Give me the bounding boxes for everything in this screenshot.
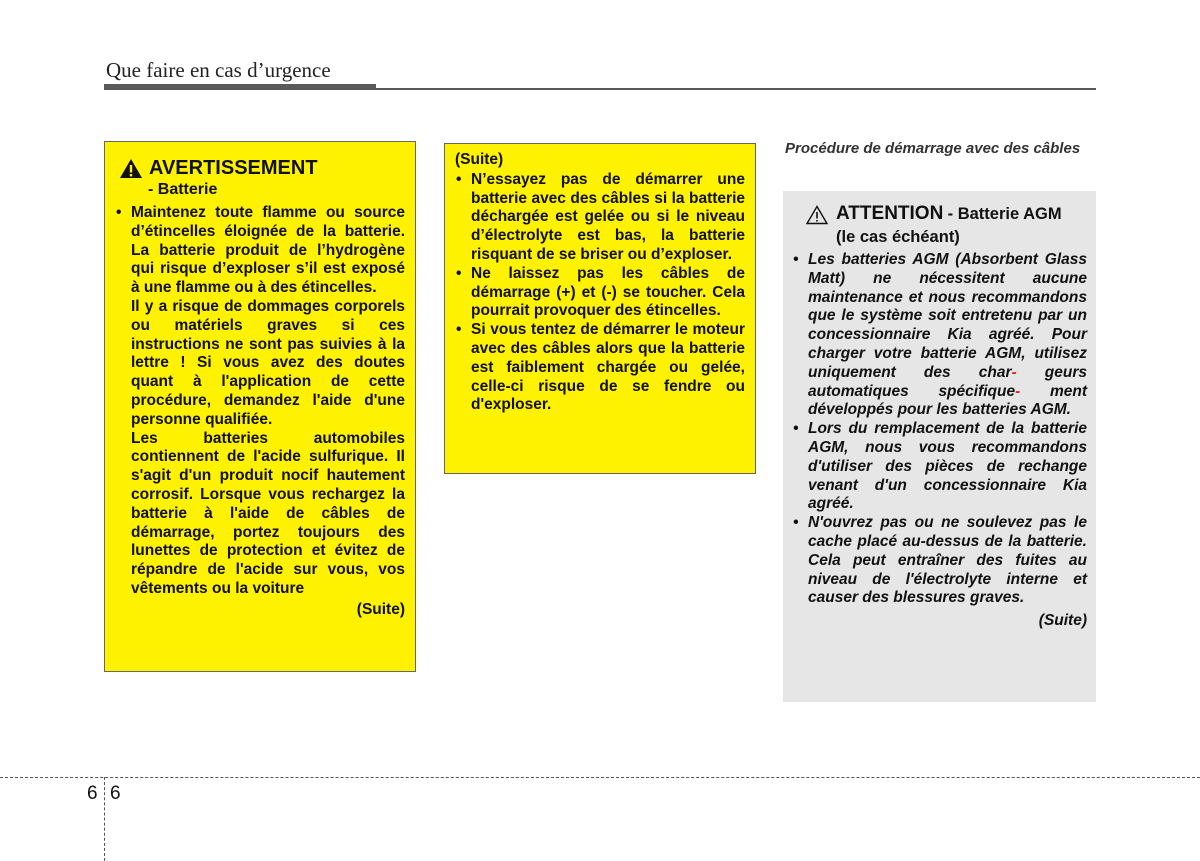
hyphen-mark: - [1015,382,1021,400]
attention-list [792,251,1087,608]
warning-triangle-icon [119,158,143,179]
warning-bullet: • Maintenez toute flamme ou source d’étincelles éloignée de la batterie. La batterie produit de l’hydrogène qui risque d’exploser s’il est exposé à une flamme ou à des étincelles. [115,204,405,298]
attention-bullet-text: ment développés pour les batteries AGM. [808,382,1088,419]
attention-box [783,191,1096,702]
warning-box [104,141,416,672]
page-header-title: Que faire en cas d’urgence [106,58,331,82]
warning-suite: (Suite) [356,600,405,618]
page-number: 6 [110,783,121,804]
caution-triangle-icon [806,205,828,225]
attention-bullet-text: geurs automatiques spécifique [808,363,1087,400]
attention-bullet: • Lors du remplacement de la batterie AGM, nous vous recommandons d'utiliser des pièces de rechange venant d'un concessionnaire Kia agréé. [792,420,1087,514]
continued-label: (Suite) [455,151,504,168]
attention-bullet: • N'ouvrez pas ou ne soulevez pas le cache placé au-dessus de la batterie. Cela peut entraîner des fuites au niveau de l'électrolyte interne et causer des blessures graves. [792,514,1087,608]
warning-paragraph-risk: Il y a risque de dommages corporels ou matériels graves si ces instructions ne sont pas suivies à la lettre ! Si vous avez des doutes quant à l'application de cette procédure, demandez l'aide d'une personne qualifiée. [131,297,405,428]
attention-heading [792,202,1087,249]
warning-continued-box [444,143,756,474]
hyphen-mark: - [1011,363,1017,381]
continued-bullet: • Si vous tentez de démarrer le moteur avec des câbles alors que la batterie est faiblement chargée ou gelée, celle-ci risque de se fendre ou d'exploser. [455,321,745,415]
attention-bullet [792,251,1087,420]
attention-title: ATTENTION [836,203,944,224]
chapter-number: 6 [87,783,98,804]
warning-heading [115,156,405,180]
attention-suite: (Suite) [1038,612,1087,630]
footer-divider [0,777,1200,778]
continued-list [455,171,745,415]
warning-paragraph-acid: Les batteries automobiles contiennent de l'acide sulfurique. Il s'agit d'un produit nocif hautement corrosif. Lorsque vous rechargez la batterie à l'aide de câbles de démarrage, portez toujours des lunettes de protection et évitez de répandre de l'acide sur vous, vos vêtements ou la voiture [131,429,405,597]
section-title: Procédure de démarrage avec des câbles [785,140,1081,157]
warning-list [115,204,405,298]
attention-title-line2: (le cas échéant) [836,228,960,246]
attention-title-suffix: - Batterie AGM [947,205,1062,223]
footer-vertical-divider [104,777,105,861]
header-rule-thick [104,84,376,90]
attention-bullet-text: Les batteries AGM (Absorbent Glass Matt) ne nécessitent aucune maintenance et nous recommandons que le système soit entretenu par un concessionnaire Kia agréé. Pour charger votre batterie AGM, utilisez uniquement des char [808,251,1087,381]
warning-title: AVERTISSEMENT [149,157,318,179]
header-rule-thin [376,88,1096,90]
continued-bullet: • Ne laissez pas les câbles de démarrage (+) et (-) se toucher. Cela pourrait provoquer des étincelles. [455,265,745,321]
warning-subtitle: - Batterie [148,181,218,198]
continued-bullet: • N’essayez pas de démarrer une batterie avec des câbles si la batterie déchargée est gelée ou si le niveau d’électrolyte est bas, la batterie risquant de se briser ou d’exploser. [455,171,745,265]
